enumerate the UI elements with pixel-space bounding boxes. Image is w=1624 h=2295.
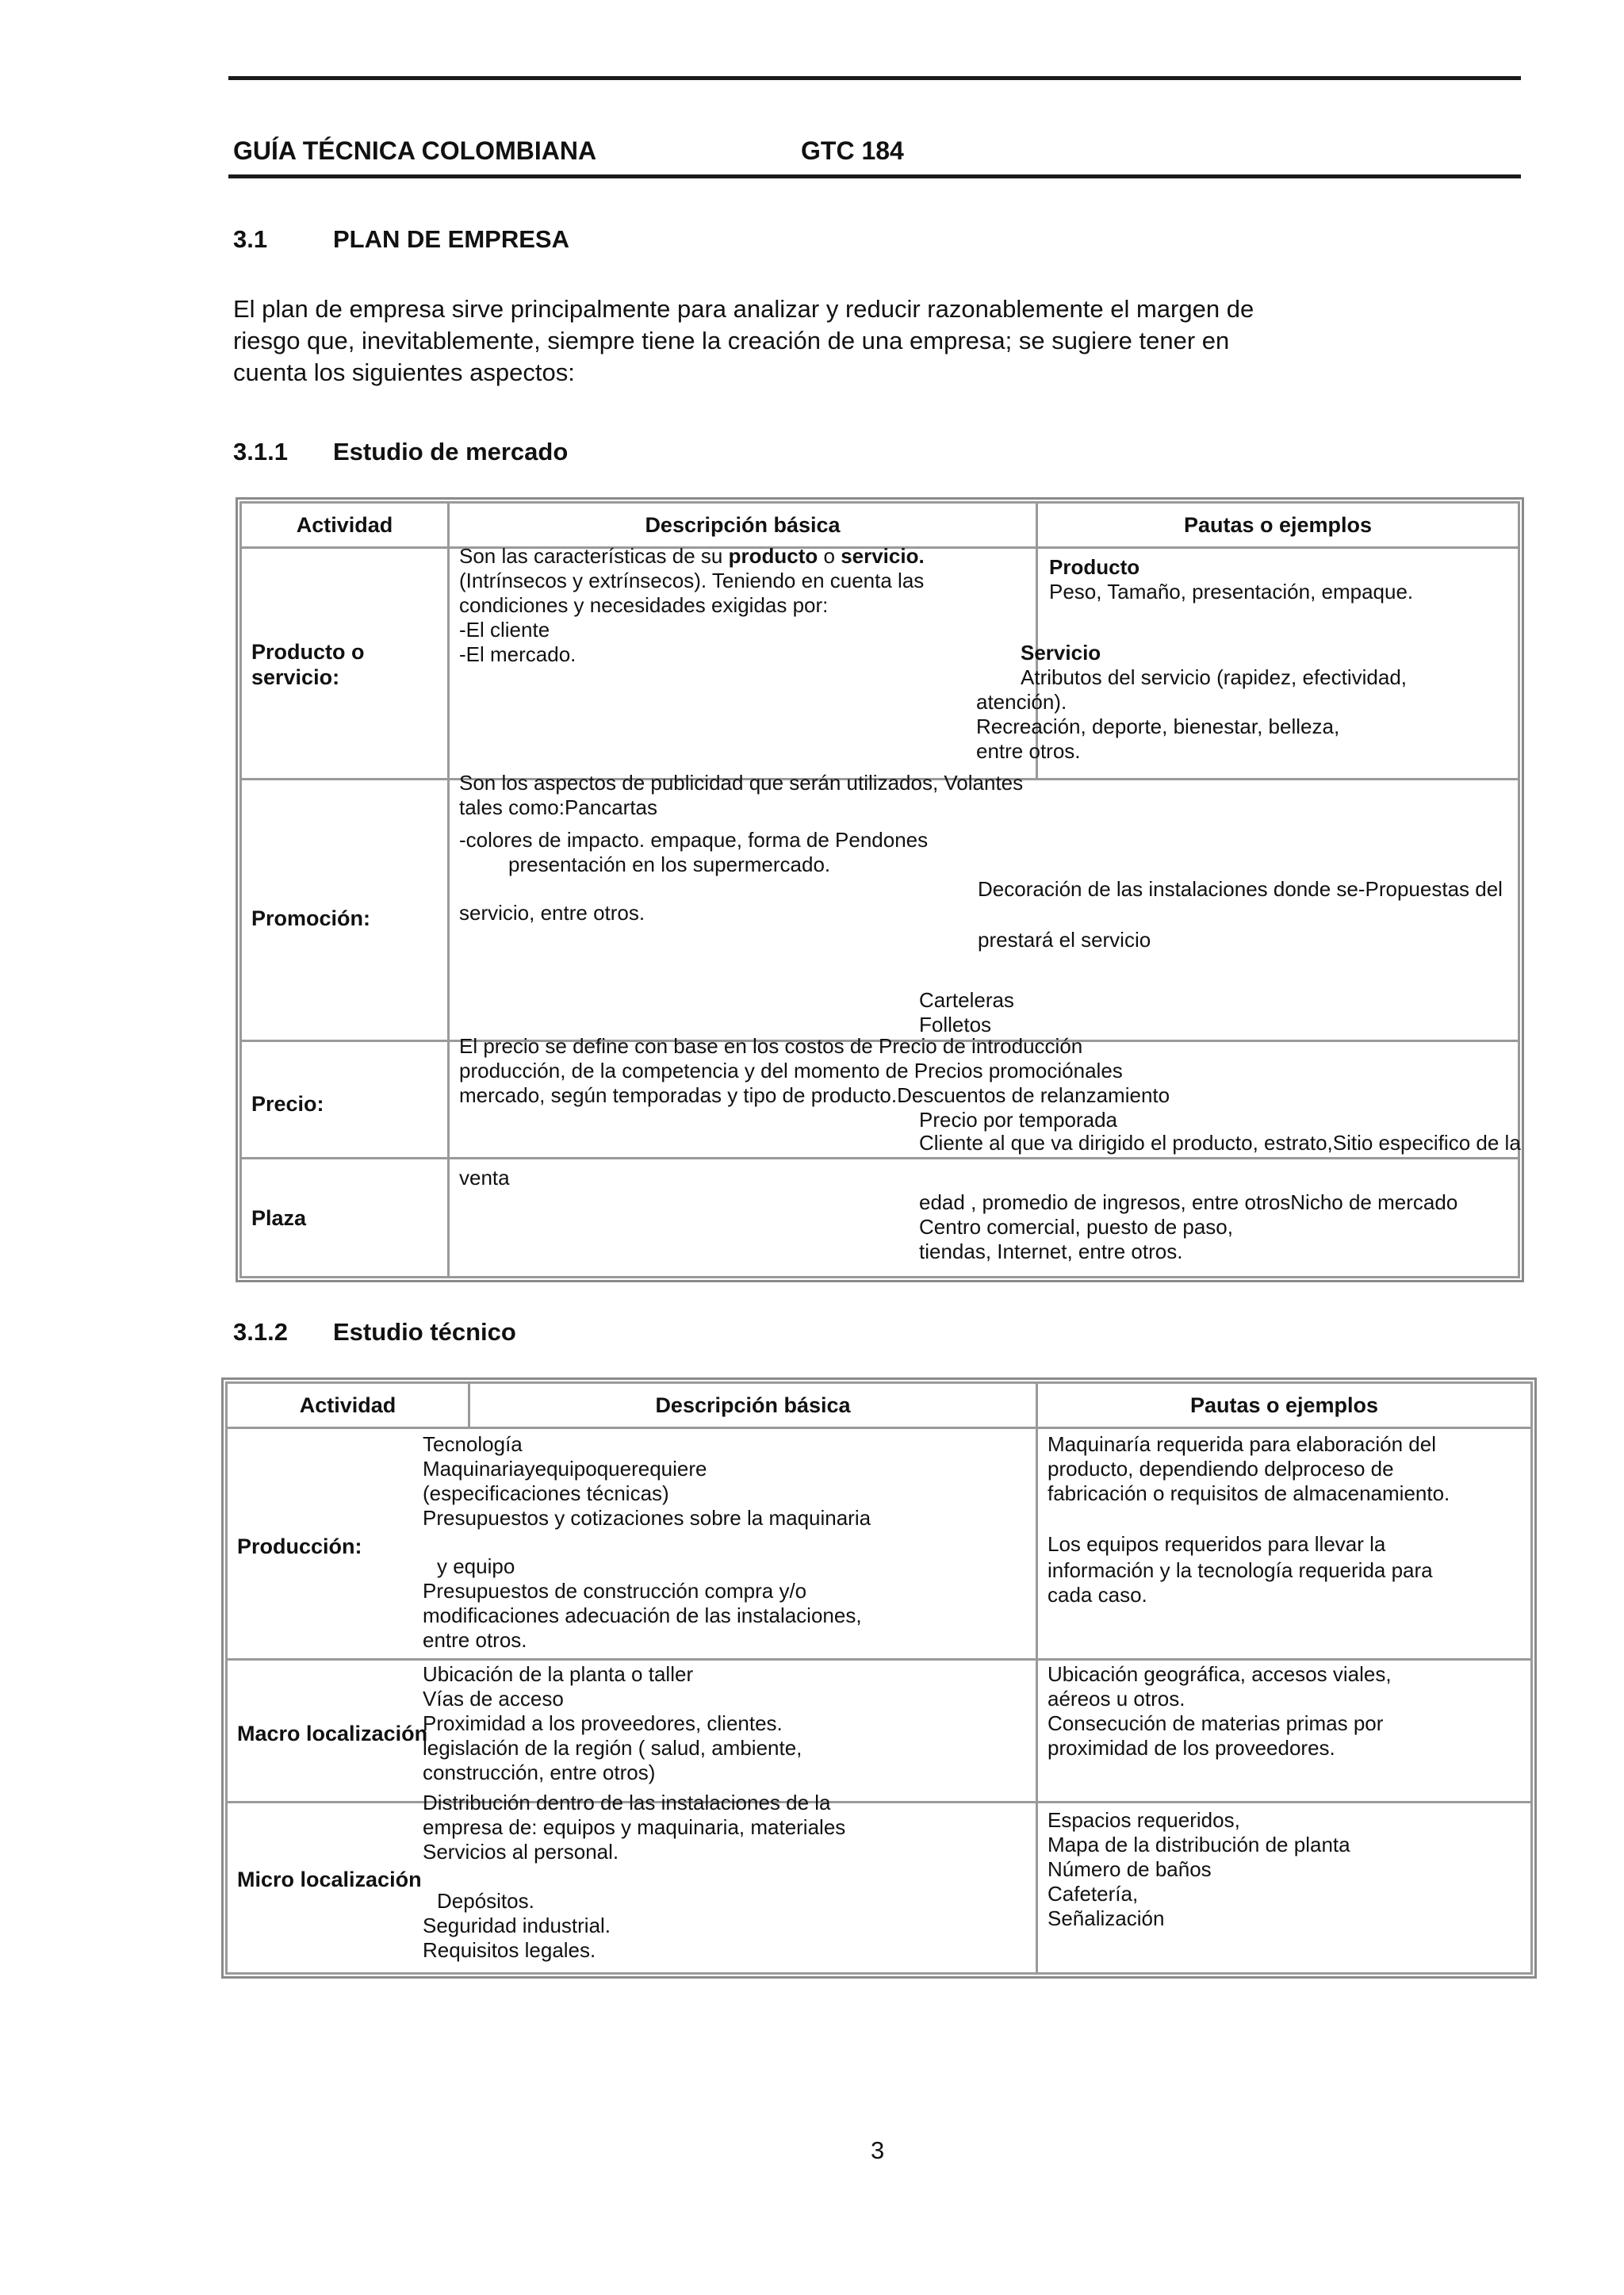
paragraph-line: cuenta los siguientes aspectos: <box>233 358 575 386</box>
guideline-text: Recreación, deporte, bienestar, belleza, <box>976 715 1340 738</box>
description-text: Carteleras <box>919 988 1014 1012</box>
description-text: legislación de la región ( salud, ambiente, <box>423 1736 802 1760</box>
header-rule <box>228 174 1521 178</box>
paragraph-line: riesgo que, inevitablemente, siempre tiene la creación de una empresa; se sugiere tener en <box>233 327 1230 354</box>
guideline-text: Consecución de materias primas por <box>1048 1711 1384 1735</box>
description-cell <box>227 1660 1037 1803</box>
subsection-number: 3.1.1 <box>233 438 288 466</box>
description-text: (Intrínsecos y extrínsecos). Teniendo en cuenta las <box>459 569 925 592</box>
description-cell <box>449 1131 1521 1278</box>
column-header: Descripción básica <box>449 503 1037 548</box>
column-header: Actividad <box>241 503 449 548</box>
subsection-title: Estudio técnico <box>333 1318 516 1346</box>
description-text: (especificaciones técnicas) <box>423 1481 669 1505</box>
description-text: empresa de: equipos y maquinaria, materiales <box>423 1815 846 1839</box>
description-text: edad , promedio de ingresos, entre otrosNicho de mercado <box>919 1190 1458 1214</box>
activity-label: Micro localización <box>237 1868 422 1891</box>
activity-cell <box>241 548 449 780</box>
page-number: 3 <box>871 2136 885 2164</box>
activity-label: Producción: <box>237 1534 362 1558</box>
activity-cell <box>241 1159 449 1278</box>
guideline-cell <box>976 548 1519 780</box>
description-text: condiciones y necesidades exigidas por: <box>459 593 829 617</box>
guideline-text: Número de baños <box>1048 1857 1212 1881</box>
column-header: Descripción básica <box>469 1383 1037 1428</box>
description-cell <box>227 1791 1037 1974</box>
guideline-text: Señalización <box>1048 1906 1165 1930</box>
description-text: producción, de la competencia y del momento de Precios promociónales <box>459 1059 1123 1082</box>
table-row <box>241 780 1519 1041</box>
description-text: venta <box>459 1166 510 1190</box>
guideline-text: atención). <box>976 690 1067 714</box>
subsection-number: 3.1.2 <box>233 1318 288 1346</box>
guideline-text: fabricación o requisitos de almacenamiento. <box>1048 1481 1450 1505</box>
activity-label: Promoción: <box>251 906 371 930</box>
activity-label: servicio: <box>251 665 340 689</box>
description-text: y equipo <box>437 1554 515 1578</box>
document-title: GUÍA TÉCNICA COLOMBIANA <box>233 136 597 165</box>
description-text: Son las características de su producto o servicio. <box>459 544 925 568</box>
description-text: mercado, según temporadas y tipo de producto.Descuentos de relanzamiento <box>459 1083 1170 1107</box>
guideline-text: Peso, Tamaño, presentación, empaque. <box>1049 580 1414 603</box>
top-rule <box>228 76 1521 80</box>
description-text: Depósitos. <box>437 1889 534 1913</box>
description-text: tiendas, Internet, entre otros. <box>919 1239 1183 1263</box>
description-cell <box>227 1428 1037 1660</box>
guideline-text: información y la tecnología requerida para <box>1048 1558 1433 1582</box>
description-text: Decoración de las instalaciones donde se-Propuestas del <box>978 877 1503 901</box>
guideline-text: cada caso. <box>1048 1583 1147 1607</box>
description-text: Son los aspectos de publicidad que serán utilizados, Volantes <box>459 771 1024 795</box>
description-text: Centro comercial, puesto de paso, <box>919 1215 1233 1239</box>
paragraph-line: El plan de empresa sirve principalmente para analizar y reducir razonablemente el margen de <box>233 295 1254 323</box>
section-number: 3.1 <box>233 225 268 253</box>
description-text: prestará el servicio <box>978 928 1151 952</box>
guideline-title: Producto <box>1049 555 1140 579</box>
description-text: Tecnología <box>423 1432 523 1456</box>
guideline-cell <box>1037 1428 1532 1660</box>
table-row <box>241 1159 1519 1278</box>
document-code: GTC 184 <box>801 136 904 165</box>
description-text: Proximidad a los proveedores, clientes. <box>423 1711 783 1735</box>
market-study-table <box>239 501 1520 1278</box>
description-text: -El mercado. <box>459 642 576 666</box>
description-text: Maquinariayequipoquerequiere <box>423 1457 707 1481</box>
guideline-text: Cafetería, <box>1048 1882 1139 1906</box>
guideline-title: Servicio <box>1021 641 1101 665</box>
description-text: -colores de impacto. empaque, forma de Pendones <box>459 828 929 852</box>
activity-label: Precio: <box>251 1092 324 1116</box>
activity-label: Macro localización <box>237 1722 428 1745</box>
column-header: Pautas o ejemplos <box>1037 503 1519 548</box>
description-cell <box>449 771 1519 1041</box>
guideline-text: Maquinaría requerida para elaboración del <box>1048 1432 1436 1456</box>
guideline-text: Ubicación geográfica, accesos viales, <box>1048 1662 1392 1686</box>
description-text: Ubicación de la planta o taller <box>423 1662 694 1686</box>
description-text: tales como:Pancartas <box>459 795 658 819</box>
description-text: Vías de acceso <box>423 1687 564 1711</box>
guideline-cell <box>1037 1803 1532 1974</box>
guideline-text: proximidad de los proveedores. <box>1048 1736 1335 1760</box>
guideline-text: Mapa de la distribución de planta <box>1048 1833 1350 1856</box>
description-text: -El cliente <box>459 618 550 642</box>
subsection-title: Estudio de mercado <box>333 438 569 466</box>
column-header: Pautas o ejemplos <box>1037 1383 1532 1428</box>
activity-label: Plaza <box>251 1206 307 1230</box>
description-cell <box>449 544 1037 780</box>
guideline-text: producto, dependiendo delproceso de <box>1048 1457 1394 1481</box>
guideline-text: Espacios requeridos, <box>1048 1808 1240 1832</box>
guideline-text: entre otros. <box>976 739 1081 763</box>
table-row <box>227 1428 1532 1660</box>
description-text: Distribución dentro de las instalaciones de la <box>423 1791 831 1814</box>
intro-paragraph <box>233 293 1391 389</box>
description-text: modificaciones adecuación de las instalaciones, <box>423 1603 862 1627</box>
description-text: El precio se define con base en los costos de Precio de introducción <box>459 1034 1083 1058</box>
description-text: Cliente al que va dirigido el producto, estrato,Sitio especifico de la <box>919 1131 1521 1155</box>
description-text: Servicios al personal. <box>423 1840 619 1864</box>
table-row <box>227 1803 1532 1974</box>
activity-cell <box>241 780 449 1041</box>
description-text: servicio, entre otros. <box>459 901 645 925</box>
description-text: presentación en los supermercado. <box>508 852 831 876</box>
technical-study-table <box>225 1381 1533 1975</box>
guideline-cell <box>1037 1660 1532 1803</box>
description-text: Presupuestos y cotizaciones sobre la maquinaria <box>423 1506 871 1530</box>
description-text: entre otros. <box>423 1628 527 1652</box>
guideline-text: aéreos u otros. <box>1048 1687 1185 1711</box>
description-text: Seguridad industrial. <box>423 1914 611 1937</box>
table-row <box>241 548 1519 780</box>
guideline-text: Atributos del servicio (rapidez, efectividad, <box>1021 665 1408 689</box>
description-text: Folletos <box>919 1013 992 1036</box>
description-text: construcción, entre otros) <box>423 1761 656 1784</box>
activity-label: Producto o <box>251 640 365 664</box>
table-row <box>227 1660 1532 1803</box>
section-title: PLAN DE EMPRESA <box>333 225 569 253</box>
description-text: Presupuestos de construcción compra y/o <box>423 1579 807 1603</box>
description-text: Precio por temporada <box>919 1108 1118 1132</box>
guideline-text: Los equipos requeridos para llevar la <box>1048 1532 1386 1556</box>
description-text: Requisitos legales. <box>423 1938 596 1962</box>
column-header: Actividad <box>227 1383 469 1428</box>
activity-cell <box>241 1041 449 1159</box>
